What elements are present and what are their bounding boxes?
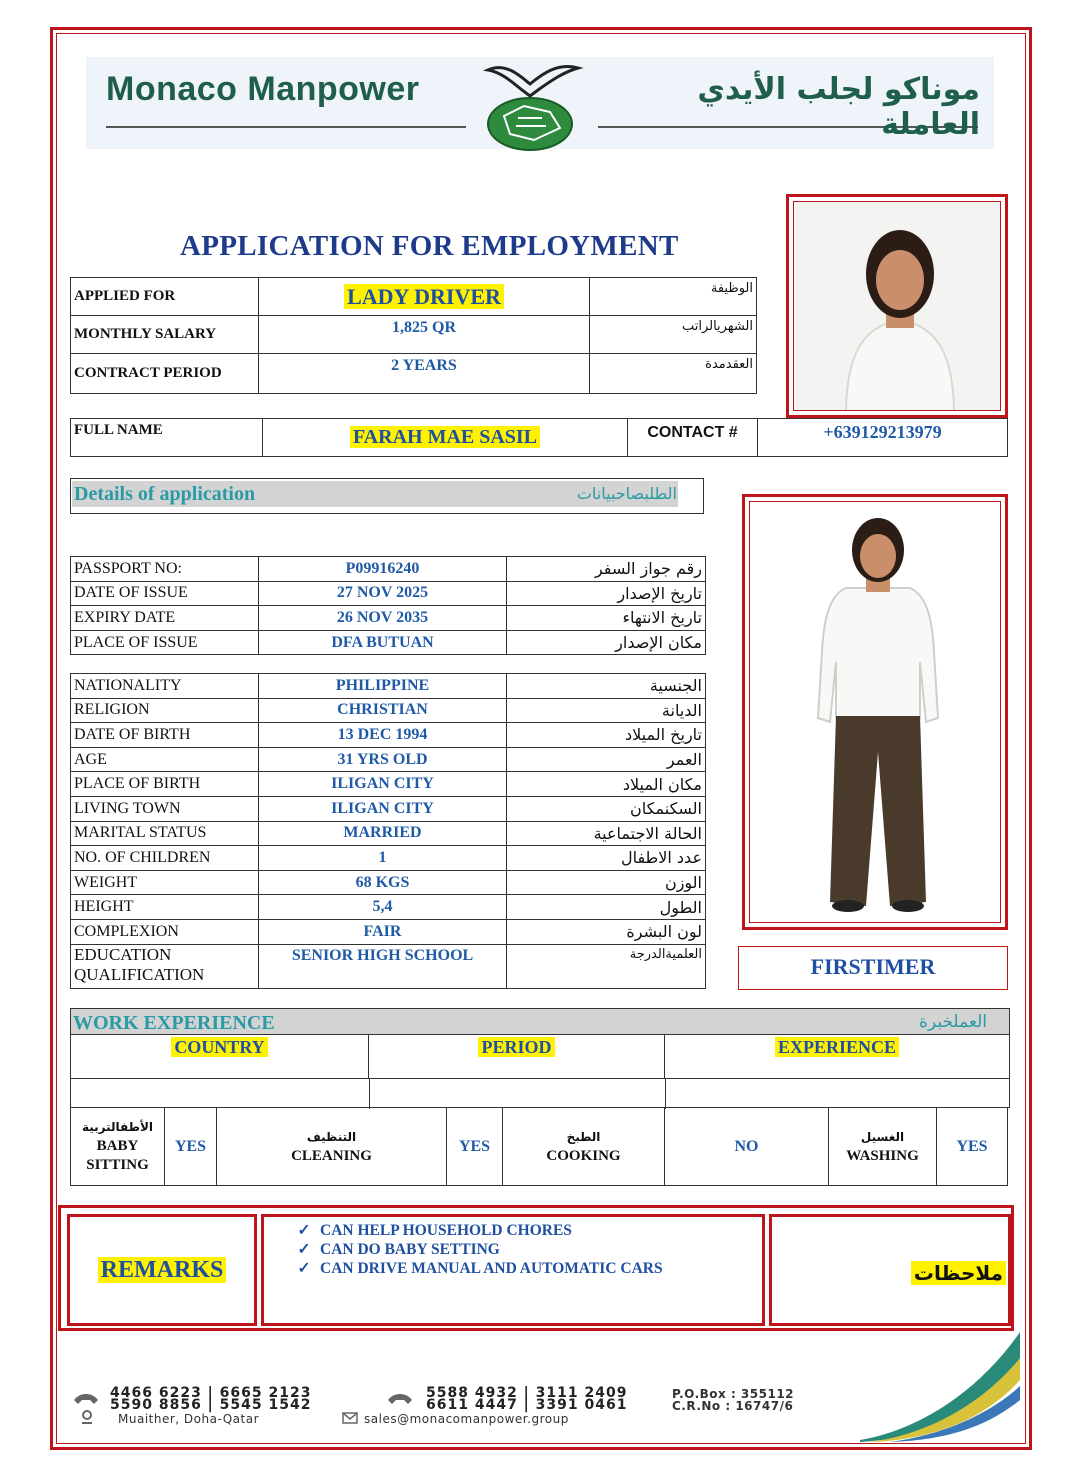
remarks-ar-cell	[769, 1214, 1011, 1326]
living-town-ar: السكنمكان	[507, 796, 706, 821]
weight-ar: الوزن	[507, 870, 706, 895]
status-badge: FIRSTIMER	[738, 946, 1008, 990]
education-label-line2: QUALIFICATION	[74, 964, 205, 984]
company-logo-icon	[468, 58, 593, 154]
contact-value: +639129213979	[758, 419, 1008, 457]
period-header: PERIOD	[478, 1037, 554, 1057]
nationality-label: NATIONALITY	[71, 674, 259, 699]
education-label	[71, 944, 259, 988]
birth-place-value: ILIGAN CITY	[259, 772, 507, 797]
footer-po-box: P.O.Box : 355112	[672, 1387, 795, 1401]
work-col-country	[71, 1035, 369, 1079]
marital-status-label: MARITAL STATUS	[71, 821, 259, 846]
education-row	[71, 944, 706, 988]
religion-row	[71, 698, 706, 723]
job-row-salary	[71, 316, 757, 354]
marital-status-row	[71, 821, 706, 846]
height-ar: الطول	[507, 895, 706, 920]
full-body-photo	[749, 501, 1001, 923]
age-label: AGE	[71, 747, 259, 772]
full-name-cell	[263, 419, 628, 457]
work-experience-header	[71, 1009, 1009, 1035]
skill-baby-sitting-ar: الأطفالتربية	[81, 1120, 154, 1134]
weight-label: WEIGHT	[71, 870, 259, 895]
remark-text: CAN DO BABY SETTING	[320, 1241, 500, 1258]
footer-phones-b-row1: 5588 4932 | 3111 2409	[426, 1385, 628, 1401]
contact-label: CONTACT #	[628, 419, 758, 457]
page-title: APPLICATION FOR EMPLOYMENT	[180, 230, 679, 262]
expiry-date-row	[71, 606, 706, 631]
work-experience-header-en: WORK EXPERIENCE	[73, 1012, 275, 1034]
education-ar: العلميةالدرجة	[507, 944, 706, 988]
details-header-en: Details of application	[74, 483, 256, 505]
skill-washing-answer: YES	[937, 1108, 1008, 1186]
check-icon: ✓	[297, 1241, 311, 1258]
nationality-value: PHILIPPINE	[259, 674, 507, 699]
work-col-period	[369, 1035, 665, 1079]
remarks-box	[58, 1205, 1014, 1331]
applied-for-value: LADY DRIVER	[344, 284, 504, 309]
skill-cooking-label: COOKING	[546, 1147, 621, 1164]
remarks-label-cell	[67, 1214, 257, 1326]
children-value: 1	[259, 846, 507, 871]
country-header: COUNTRY	[171, 1037, 267, 1057]
birth-place-label: PLACE OF BIRTH	[71, 772, 259, 797]
issue-date-row	[71, 581, 706, 606]
footer-phones-b-row2: 6611 4447 | 3391 0461	[426, 1397, 628, 1413]
company-name-en: Monaco Manpower	[106, 70, 420, 108]
footer-address: Muaither, Doha-Qatar	[118, 1412, 260, 1426]
age-row	[71, 747, 706, 772]
header-rule-left	[106, 126, 466, 128]
birth-place-row	[71, 772, 706, 797]
footer-swoosh-icon	[860, 1330, 1020, 1442]
full-body-photo-frame	[742, 494, 1008, 930]
skill-cleaning-answer: YES	[447, 1108, 503, 1186]
details-header-box	[70, 478, 704, 514]
living-town-value: ILIGAN CITY	[259, 796, 507, 821]
weight-row	[71, 870, 706, 895]
complexion-ar: لون البشرة	[507, 919, 706, 944]
work-experience-box	[70, 1008, 1010, 1108]
remark-item	[288, 1221, 762, 1240]
work-divider-2	[665, 1079, 666, 1109]
passport-row	[71, 557, 706, 582]
skill-cleaning-label: CLEANING	[291, 1147, 372, 1164]
remark-item	[288, 1240, 762, 1259]
passport-ar: رقم جواز السفر	[507, 557, 706, 582]
name-table	[70, 418, 1008, 457]
skill-baby-sitting-answer: YES	[165, 1108, 217, 1186]
portrait-person-icon	[794, 202, 1001, 411]
issue-place-ar: مكان الإصدار	[507, 630, 706, 655]
experience-header: EXPERIENCE	[775, 1037, 899, 1057]
details-header-ar: الطلبصاحبيانات	[576, 484, 677, 503]
remarks-label-ar: ملاحظات	[911, 1261, 1006, 1285]
weight-value: 68 KGS	[259, 870, 507, 895]
footer-phones-a-row2: 5590 8856 | 5545 1542	[110, 1397, 312, 1413]
contract-value: 2 YEARS	[259, 354, 590, 394]
applied-for-label: APPLIED FOR	[71, 278, 259, 316]
applied-for-cell	[259, 278, 590, 316]
birth-date-ar: تاريخ الميلاد	[507, 723, 706, 748]
remark-text: CAN HELP HOUSEHOLD CHORES	[320, 1222, 572, 1239]
children-label: NO. OF CHILDREN	[71, 846, 259, 871]
remarks-label-wrap	[70, 1257, 254, 1284]
passport-label: PASSPORT NO:	[71, 557, 259, 582]
work-experience-header-ar: العملخبرة	[919, 1012, 987, 1032]
issue-place-value: DFA BUTUAN	[259, 630, 507, 655]
height-value: 5,4	[259, 895, 507, 920]
living-town-label: LIVING TOWN	[71, 796, 259, 821]
company-name-ar: موناكو لجلب الأيدي العاملة	[697, 72, 980, 142]
skill-cooking-answer: NO	[665, 1108, 829, 1186]
issue-place-label: PLACE OF ISSUE	[71, 630, 259, 655]
salary-label: MONTHLY SALARY	[71, 316, 259, 354]
footer-cr-no: C.R.No : 16747/6	[672, 1399, 794, 1413]
skill-washing-ar: الغسيل	[860, 1129, 905, 1144]
email-icon	[342, 1412, 358, 1424]
complexion-row	[71, 919, 706, 944]
expiry-date-value: 26 NOV 2035	[259, 606, 507, 631]
salary-ar: الشهريالراتب	[590, 316, 757, 354]
personal-table	[70, 673, 706, 989]
marital-status-ar: الحالة الاجتماعية	[507, 821, 706, 846]
expiry-date-ar: تاريخ الانتهاء	[507, 606, 706, 631]
remark-text: CAN DRIVE MANUAL AND AUTOMATIC CARS	[320, 1260, 663, 1277]
passport-value: P09916240	[259, 557, 507, 582]
passport-table	[70, 556, 706, 655]
footer-email: sales@monacomanpower.group	[364, 1412, 569, 1426]
height-label: HEIGHT	[71, 895, 259, 920]
issue-place-row	[71, 630, 706, 655]
complexion-value: FAIR	[259, 919, 507, 944]
birth-date-label: DATE OF BIRTH	[71, 723, 259, 748]
issue-date-label: DATE OF ISSUE	[71, 581, 259, 606]
job-row-contract	[71, 354, 757, 394]
work-divider-1	[369, 1079, 370, 1109]
children-row	[71, 846, 706, 871]
remark-item	[288, 1259, 762, 1278]
skill-cleaning	[217, 1108, 447, 1186]
work-columns-row	[71, 1035, 1009, 1079]
phone-icon	[386, 1390, 414, 1408]
religion-value: CHRISTIAN	[259, 698, 507, 723]
birth-place-ar: مكان الميلاد	[507, 772, 706, 797]
issue-date-value: 27 NOV 2025	[259, 581, 507, 606]
remarks-content-cell	[261, 1214, 765, 1326]
skill-baby-sitting-label: BABY	[96, 1138, 139, 1154]
religion-ar: الديانة	[507, 698, 706, 723]
remarks-list	[288, 1221, 762, 1278]
birth-date-value: 13 DEC 1994	[259, 723, 507, 748]
skills-table	[70, 1107, 1008, 1186]
contract-label: CONTRACT PERIOD	[71, 354, 259, 394]
name-row	[71, 419, 1008, 457]
contract-ar: العقدمدة	[590, 354, 757, 394]
religion-label: RELIGION	[71, 698, 259, 723]
living-town-row	[71, 796, 706, 821]
height-row	[71, 895, 706, 920]
education-label-line1: EDUCATION	[74, 944, 172, 964]
check-icon: ✓	[297, 1260, 311, 1277]
check-icon: ✓	[297, 1222, 311, 1239]
portrait-photo	[793, 201, 1001, 411]
education-value: SENIOR HIGH SCHOOL	[259, 944, 507, 988]
birth-date-row	[71, 723, 706, 748]
portrait-photo-frame	[786, 194, 1008, 418]
skill-cleaning-ar: التنظيف	[306, 1129, 357, 1144]
full-name-value: FARAH MAE SASIL	[350, 426, 540, 448]
children-ar: عدد الاطفال	[507, 846, 706, 871]
nationality-row	[71, 674, 706, 699]
skill-cooking-ar: الطبخ	[566, 1129, 601, 1144]
age-value: 31 YRS OLD	[259, 747, 507, 772]
salary-value: 1,825 QR	[259, 316, 590, 354]
skill-cooking	[503, 1108, 665, 1186]
marital-status-value: MARRIED	[259, 821, 507, 846]
footer-phones-a-row1: 4466 6223 | 6665 2123	[110, 1385, 312, 1401]
skill-washing	[829, 1108, 937, 1186]
skill-baby-sitting-label-2: SITTING	[86, 1157, 149, 1173]
skill-baby-sitting	[71, 1108, 165, 1186]
phone-icon	[72, 1390, 100, 1408]
work-col-experience	[665, 1035, 1009, 1079]
full-body-person-icon	[750, 502, 1001, 923]
complexion-label: COMPLEXION	[71, 919, 259, 944]
applied-for-ar: الوظيفة	[590, 278, 757, 316]
job-row-applied	[71, 278, 757, 316]
expiry-date-label: EXPIRY DATE	[71, 606, 259, 631]
job-table	[70, 277, 757, 394]
skills-row	[71, 1108, 1008, 1186]
age-ar: العمر	[507, 747, 706, 772]
full-name-label: FULL NAME	[71, 419, 263, 457]
skill-washing-label: WASHING	[846, 1147, 919, 1164]
remarks-label: REMARKS	[98, 1257, 227, 1283]
issue-date-ar: تاريخ الإصدار	[507, 581, 706, 606]
nationality-ar: الجنسية	[507, 674, 706, 699]
location-icon	[80, 1410, 94, 1424]
remarks-label-ar-wrap	[911, 1261, 1006, 1285]
